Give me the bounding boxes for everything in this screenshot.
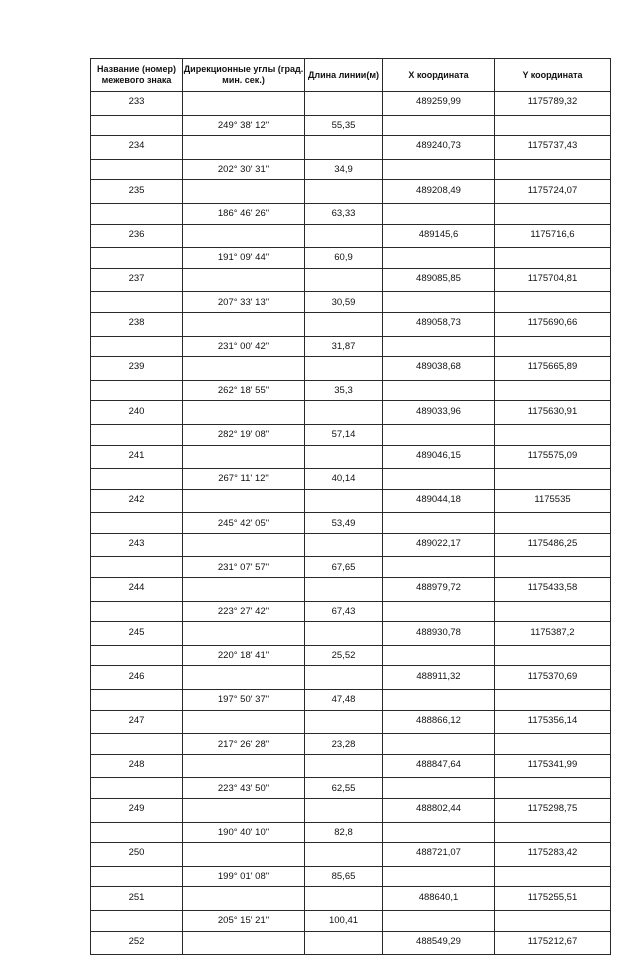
x-coordinate-cell <box>383 778 495 799</box>
y-coordinate-cell <box>495 336 611 357</box>
header-line-length: Длина линии(м) <box>305 59 383 92</box>
x-coordinate-cell: 488911,32 <box>383 666 495 690</box>
x-coordinate-cell: 488866,12 <box>383 710 495 734</box>
boundary-segment-row <box>91 424 611 445</box>
boundary-segment-row <box>91 292 611 313</box>
y-coordinate-cell: 1175737,43 <box>495 136 611 160</box>
line-length-cell <box>305 224 383 248</box>
header-mark-name: Название (номер) межевого знака <box>91 59 183 92</box>
line-length-cell: 55,35 <box>305 115 383 136</box>
line-length-cell <box>305 533 383 557</box>
direction-angle-cell <box>183 710 305 734</box>
boundary-segment-row <box>91 601 611 622</box>
y-coordinate-cell: 1175356,14 <box>495 710 611 734</box>
boundary-point-row <box>91 754 611 778</box>
direction-angle-cell: 282° 19' 08" <box>183 424 305 445</box>
x-coordinate-cell: 489208,49 <box>383 180 495 204</box>
direction-angle-cell <box>183 312 305 336</box>
x-coordinate-cell: 488640,1 <box>383 887 495 911</box>
y-coordinate-cell <box>495 115 611 136</box>
boundary-point-row <box>91 489 611 513</box>
mark-name-cell <box>91 690 183 711</box>
direction-angle-cell: 231° 07' 57" <box>183 557 305 578</box>
line-length-cell: 100,41 <box>305 910 383 931</box>
x-coordinate-cell <box>383 203 495 224</box>
y-coordinate-cell: 1175486,25 <box>495 533 611 557</box>
x-coordinate-cell <box>383 513 495 534</box>
y-coordinate-cell: 1175724,07 <box>495 180 611 204</box>
boundary-point-row <box>91 357 611 381</box>
x-coordinate-cell <box>383 822 495 843</box>
boundary-point-row <box>91 312 611 336</box>
boundary-segment-row <box>91 778 611 799</box>
line-length-cell <box>305 578 383 602</box>
line-length-cell: 85,65 <box>305 866 383 887</box>
mark-name-cell: 237 <box>91 268 183 292</box>
mark-name-cell <box>91 645 183 666</box>
y-coordinate-cell: 1175255,51 <box>495 887 611 911</box>
x-coordinate-cell: 489033,96 <box>383 401 495 425</box>
x-coordinate-cell: 488549,29 <box>383 931 495 955</box>
y-coordinate-cell <box>495 778 611 799</box>
direction-angle-cell: 223° 27' 42" <box>183 601 305 622</box>
direction-angle-cell: 207° 33' 13" <box>183 292 305 313</box>
x-coordinate-cell <box>383 601 495 622</box>
x-coordinate-cell <box>383 866 495 887</box>
line-length-cell <box>305 666 383 690</box>
direction-angle-cell <box>183 754 305 778</box>
y-coordinate-cell <box>495 822 611 843</box>
line-length-cell: 82,8 <box>305 822 383 843</box>
x-coordinate-cell: 488721,07 <box>383 843 495 867</box>
y-coordinate-cell: 1175665,89 <box>495 357 611 381</box>
boundary-coordinates-table <box>90 58 611 955</box>
mark-name-cell: 247 <box>91 710 183 734</box>
direction-angle-cell <box>183 843 305 867</box>
boundary-segment-row <box>91 159 611 180</box>
y-coordinate-cell: 1175789,32 <box>495 92 611 116</box>
mark-name-cell: 248 <box>91 754 183 778</box>
direction-angle-cell <box>183 489 305 513</box>
y-coordinate-cell <box>495 380 611 401</box>
direction-angle-cell: 231° 00' 42" <box>183 336 305 357</box>
x-coordinate-cell <box>383 645 495 666</box>
y-coordinate-cell: 1175716,6 <box>495 224 611 248</box>
y-coordinate-cell <box>495 203 611 224</box>
line-length-cell: 47,48 <box>305 690 383 711</box>
y-coordinate-cell: 1175298,75 <box>495 799 611 823</box>
boundary-segment-row <box>91 690 611 711</box>
direction-angle-cell <box>183 224 305 248</box>
line-length-cell: 40,14 <box>305 469 383 490</box>
boundary-segment-row <box>91 248 611 269</box>
mark-name-cell: 245 <box>91 622 183 646</box>
mark-name-cell: 241 <box>91 445 183 469</box>
direction-angle-cell <box>183 401 305 425</box>
direction-angle-cell <box>183 136 305 160</box>
line-length-cell <box>305 843 383 867</box>
y-coordinate-cell <box>495 424 611 445</box>
direction-angle-cell: 205° 15' 21" <box>183 910 305 931</box>
direction-angle-cell <box>183 445 305 469</box>
direction-angle-cell: 191° 09' 44" <box>183 248 305 269</box>
boundary-point-row <box>91 843 611 867</box>
boundary-point-row <box>91 180 611 204</box>
mark-name-cell <box>91 601 183 622</box>
line-length-cell <box>305 710 383 734</box>
boundary-point-row <box>91 578 611 602</box>
y-coordinate-cell: 1175370,69 <box>495 666 611 690</box>
boundary-segment-row <box>91 380 611 401</box>
y-coordinate-cell <box>495 645 611 666</box>
line-length-cell: 34,9 <box>305 159 383 180</box>
line-length-cell <box>305 312 383 336</box>
direction-angle-cell: 202° 30' 31" <box>183 159 305 180</box>
line-length-cell: 67,65 <box>305 557 383 578</box>
x-coordinate-cell <box>383 380 495 401</box>
line-length-cell <box>305 622 383 646</box>
boundary-point-row <box>91 622 611 646</box>
direction-angle-cell <box>183 357 305 381</box>
x-coordinate-cell: 489085,85 <box>383 268 495 292</box>
y-coordinate-cell <box>495 248 611 269</box>
x-coordinate-cell <box>383 690 495 711</box>
y-coordinate-cell: 1175704,81 <box>495 268 611 292</box>
y-coordinate-cell <box>495 690 611 711</box>
x-coordinate-cell: 488979,72 <box>383 578 495 602</box>
boundary-segment-row <box>91 645 611 666</box>
direction-angle-cell <box>183 578 305 602</box>
y-coordinate-cell <box>495 734 611 755</box>
boundary-segment-row <box>91 513 611 534</box>
mark-name-cell <box>91 336 183 357</box>
direction-angle-cell: 190° 40' 10" <box>183 822 305 843</box>
y-coordinate-cell: 1175433,58 <box>495 578 611 602</box>
x-coordinate-cell <box>383 734 495 755</box>
mark-name-cell <box>91 292 183 313</box>
mark-name-cell: 236 <box>91 224 183 248</box>
direction-angle-cell: 199° 01' 08" <box>183 866 305 887</box>
direction-angle-cell <box>183 622 305 646</box>
direction-angle-cell: 245° 42' 05" <box>183 513 305 534</box>
direction-angle-cell <box>183 799 305 823</box>
direction-angle-cell <box>183 92 305 116</box>
x-coordinate-cell <box>383 336 495 357</box>
direction-angle-cell: 262° 18' 55" <box>183 380 305 401</box>
line-length-cell <box>305 489 383 513</box>
mark-name-cell <box>91 203 183 224</box>
mark-name-cell <box>91 115 183 136</box>
y-coordinate-cell: 1175387,2 <box>495 622 611 646</box>
table-body <box>91 92 611 955</box>
x-coordinate-cell: 489038,68 <box>383 357 495 381</box>
boundary-point-row <box>91 666 611 690</box>
mark-name-cell <box>91 910 183 931</box>
boundary-segment-row <box>91 822 611 843</box>
y-coordinate-cell: 1175283,42 <box>495 843 611 867</box>
x-coordinate-cell: 488802,44 <box>383 799 495 823</box>
line-length-cell <box>305 268 383 292</box>
mark-name-cell: 238 <box>91 312 183 336</box>
boundary-point-row <box>91 136 611 160</box>
line-length-cell: 60,9 <box>305 248 383 269</box>
x-coordinate-cell: 489145,6 <box>383 224 495 248</box>
mark-name-cell: 244 <box>91 578 183 602</box>
x-coordinate-cell <box>383 115 495 136</box>
mark-name-cell: 234 <box>91 136 183 160</box>
line-length-cell <box>305 136 383 160</box>
direction-angle-cell: 249° 38' 12" <box>183 115 305 136</box>
line-length-cell <box>305 401 383 425</box>
line-length-cell: 31,87 <box>305 336 383 357</box>
mark-name-cell: 246 <box>91 666 183 690</box>
y-coordinate-cell: 1175212,67 <box>495 931 611 955</box>
boundary-point-row <box>91 710 611 734</box>
boundary-segment-row <box>91 336 611 357</box>
line-length-cell: 63,33 <box>305 203 383 224</box>
header-y-coordinate: Y координата <box>495 59 611 92</box>
line-length-cell <box>305 799 383 823</box>
mark-name-cell: 243 <box>91 533 183 557</box>
line-length-cell <box>305 180 383 204</box>
boundary-segment-row <box>91 203 611 224</box>
direction-angle-cell: 186° 46' 26" <box>183 203 305 224</box>
mark-name-cell <box>91 513 183 534</box>
line-length-cell: 67,43 <box>305 601 383 622</box>
x-coordinate-cell <box>383 557 495 578</box>
mark-name-cell <box>91 469 183 490</box>
direction-angle-cell <box>183 268 305 292</box>
line-length-cell <box>305 887 383 911</box>
y-coordinate-cell <box>495 159 611 180</box>
line-length-cell <box>305 92 383 116</box>
boundary-point-row <box>91 401 611 425</box>
x-coordinate-cell: 489022,17 <box>383 533 495 557</box>
direction-angle-cell: 220° 18' 41" <box>183 645 305 666</box>
header-direction-angle: Дирекционные углы (град. мин. сек.) <box>183 59 305 92</box>
x-coordinate-cell: 489044,18 <box>383 489 495 513</box>
boundary-segment-row <box>91 734 611 755</box>
x-coordinate-cell: 489240,73 <box>383 136 495 160</box>
y-coordinate-cell: 1175341,99 <box>495 754 611 778</box>
mark-name-cell: 249 <box>91 799 183 823</box>
mark-name-cell <box>91 424 183 445</box>
table-header <box>91 59 611 92</box>
boundary-segment-row <box>91 469 611 490</box>
mark-name-cell <box>91 557 183 578</box>
line-length-cell: 53,49 <box>305 513 383 534</box>
direction-angle-cell <box>183 931 305 955</box>
x-coordinate-cell <box>383 292 495 313</box>
direction-angle-cell <box>183 533 305 557</box>
mark-name-cell: 252 <box>91 931 183 955</box>
header-x-coordinate: X координата <box>383 59 495 92</box>
mark-name-cell: 240 <box>91 401 183 425</box>
direction-angle-cell <box>183 666 305 690</box>
line-length-cell: 57,14 <box>305 424 383 445</box>
y-coordinate-cell <box>495 469 611 490</box>
direction-angle-cell <box>183 887 305 911</box>
x-coordinate-cell <box>383 910 495 931</box>
x-coordinate-cell: 488847,64 <box>383 754 495 778</box>
mark-name-cell <box>91 866 183 887</box>
mark-name-cell <box>91 822 183 843</box>
boundary-segment-row <box>91 866 611 887</box>
boundary-segment-row <box>91 115 611 136</box>
boundary-segment-row <box>91 557 611 578</box>
boundary-point-row <box>91 445 611 469</box>
direction-angle-cell: 197° 50' 37" <box>183 690 305 711</box>
boundary-point-row <box>91 92 611 116</box>
mark-name-cell <box>91 248 183 269</box>
direction-angle-cell: 267° 11' 12" <box>183 469 305 490</box>
line-length-cell <box>305 754 383 778</box>
line-length-cell: 35,3 <box>305 380 383 401</box>
mark-name-cell <box>91 778 183 799</box>
line-length-cell: 30,59 <box>305 292 383 313</box>
boundary-point-row <box>91 268 611 292</box>
boundary-point-row <box>91 799 611 823</box>
mark-name-cell: 235 <box>91 180 183 204</box>
direction-angle-cell <box>183 180 305 204</box>
mark-name-cell <box>91 380 183 401</box>
x-coordinate-cell <box>383 159 495 180</box>
x-coordinate-cell <box>383 248 495 269</box>
line-length-cell: 25,52 <box>305 645 383 666</box>
mark-name-cell: 242 <box>91 489 183 513</box>
x-coordinate-cell: 489046,15 <box>383 445 495 469</box>
mark-name-cell: 239 <box>91 357 183 381</box>
y-coordinate-cell: 1175630,91 <box>495 401 611 425</box>
line-length-cell <box>305 357 383 381</box>
x-coordinate-cell <box>383 424 495 445</box>
mark-name-cell <box>91 159 183 180</box>
y-coordinate-cell <box>495 292 611 313</box>
direction-angle-cell: 223° 43' 50" <box>183 778 305 799</box>
y-coordinate-cell: 1175535 <box>495 489 611 513</box>
x-coordinate-cell: 489058,73 <box>383 312 495 336</box>
direction-angle-cell: 217° 26' 28" <box>183 734 305 755</box>
y-coordinate-cell <box>495 601 611 622</box>
x-coordinate-cell: 489259,99 <box>383 92 495 116</box>
boundary-point-row <box>91 931 611 955</box>
header-row <box>91 59 611 92</box>
mark-name-cell: 233 <box>91 92 183 116</box>
mark-name-cell: 250 <box>91 843 183 867</box>
line-length-cell <box>305 931 383 955</box>
line-length-cell: 23,28 <box>305 734 383 755</box>
line-length-cell <box>305 445 383 469</box>
x-coordinate-cell <box>383 469 495 490</box>
line-length-cell: 62,55 <box>305 778 383 799</box>
y-coordinate-cell <box>495 513 611 534</box>
y-coordinate-cell: 1175575,09 <box>495 445 611 469</box>
mark-name-cell: 251 <box>91 887 183 911</box>
boundary-point-row <box>91 533 611 557</box>
y-coordinate-cell: 1175690,66 <box>495 312 611 336</box>
y-coordinate-cell <box>495 866 611 887</box>
boundary-point-row <box>91 887 611 911</box>
boundary-segment-row <box>91 910 611 931</box>
x-coordinate-cell: 488930,78 <box>383 622 495 646</box>
boundary-point-row <box>91 224 611 248</box>
y-coordinate-cell <box>495 910 611 931</box>
y-coordinate-cell <box>495 557 611 578</box>
mark-name-cell <box>91 734 183 755</box>
